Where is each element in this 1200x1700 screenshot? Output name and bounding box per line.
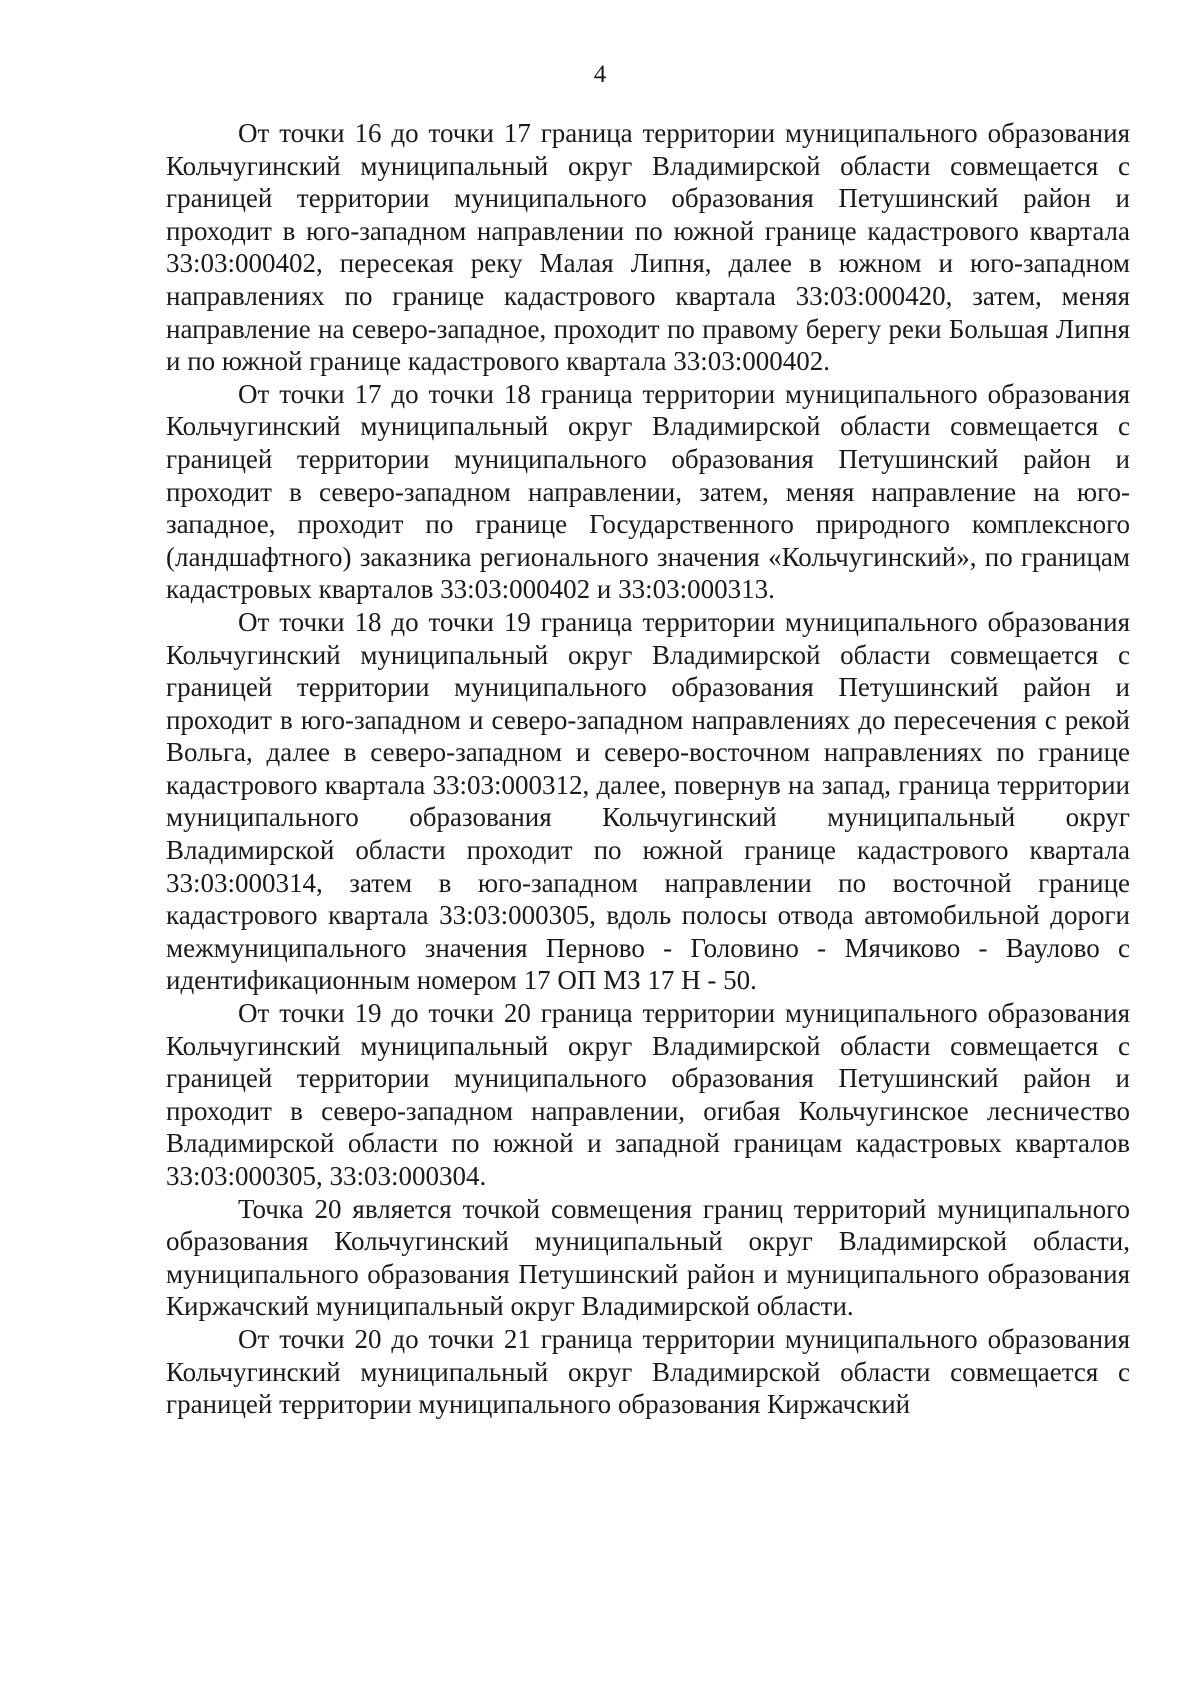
page-number: 4 <box>593 61 607 88</box>
paragraph-point-19-20: От точки 19 до точки 20 граница территории муниципального образования Кольчугинский муниципальный округ Владимирской области совмещается с границей территории муниципального образования Петушинский район и проходит в северо-западном направлении, огибая Кольчугинское лесничество Владимирской области по южной и западной границам кадастровых кварталов 33:03:000305, 33:03:000304. <box>166 998 1130 1191</box>
paragraph-point-18-19: От точки 18 до точки 19 граница территории муниципального образования Кольчугинский муниципальный округ Владимирской области совмещается с границей территории муниципального образования Петушинский район и проходит в юго-западном и северо-западном направлениях до пересечения с рекой Вольга, далее в северо-западном и северо-восточном направлениях по границе кадастрового квартала 33:03:000312, далее, повернув на запад, граница территории муниципального образования Кольчугинский муниципальный округ Владимирской области проходит по южной границе кадастрового квартала 33:03:000314, затем в юго-западном направлении по восточной границе кадастрового квартала 33:03:000305, вдоль полосы отвода автомобильной дороги межмуниципального значения Перново - Головино - Мячиково - Ваулово с идентификационным номером 17 ОП МЗ 17 Н - 50. <box>166 606 1130 996</box>
paragraph-point-20: Точка 20 является точкой совмещения границ территорий муниципального образования Кольчугинский муниципальный округ Владимирской области, муниципального образования Петушинский район и муниципального образования Киржачский муниципальный округ Владимирской области. <box>166 1193 1130 1322</box>
document-body <box>166 117 1130 1421</box>
paragraph-point-17-18: От точки 17 до точки 18 граница территории муниципального образования Кольчугинский муниципальный округ Владимирской области совмещается с границей территории муниципального образования Петушинский район и проходит в северо-западном направлении, затем, меняя направление на юго-западное, проходит по границе Государственного природного комплексного (ландшафтного) заказника регионального значения «Кольчугинский», по границам кадастровых кварталов 33:03:000402 и 33:03:000313. <box>166 378 1130 605</box>
paragraph-point-20-21: От точки 20 до точки 21 граница территории муниципального образования Кольчугинский муниципальный округ Владимирской области совмещается с границей территории муниципального образования Киржачский <box>166 1323 1130 1420</box>
paragraph-point-16-17: От точки 16 до точки 17 граница территории муниципального образования Кольчугинский муниципальный округ Владимирской области совмещается с границей территории муниципального образования Петушинский район и проходит в юго-западном направлении по южной границе кадастрового квартала 33:03:000402, пересекая реку Малая Липня, далее в южном и юго-западном направлениях по границе кадастрового квартала 33:03:000420, затем, меняя направление на северо-западное, проходит по правому берегу реки Большая Липня и по южной границе кадастрового квартала 33:03:000402. <box>166 118 1130 377</box>
